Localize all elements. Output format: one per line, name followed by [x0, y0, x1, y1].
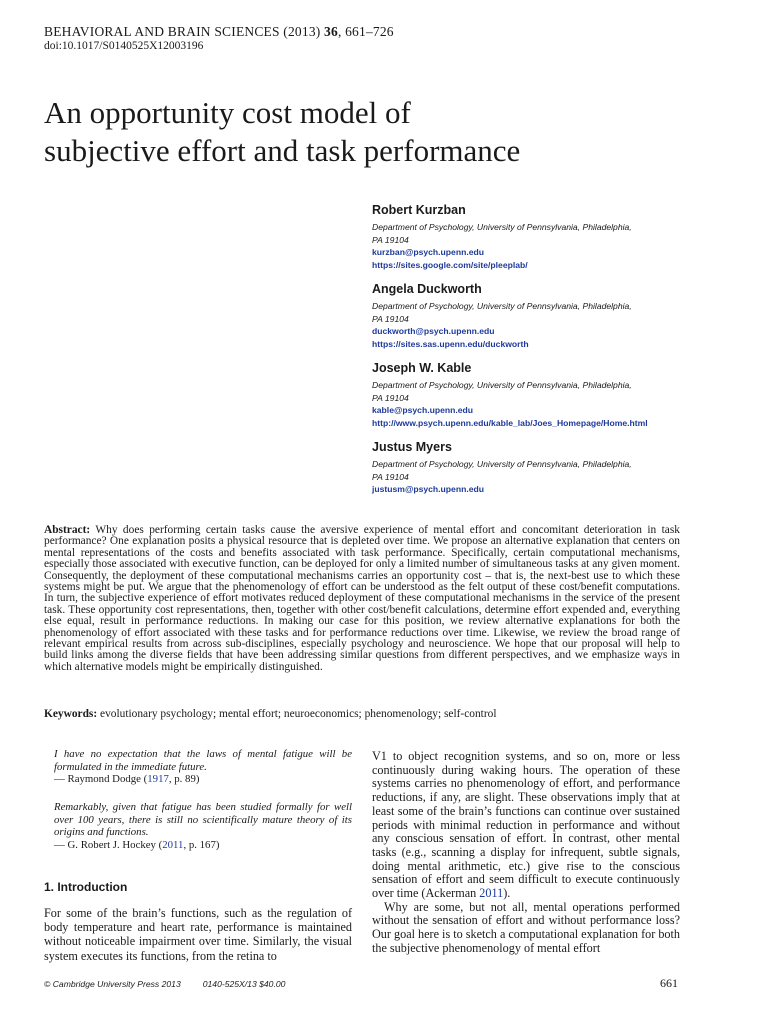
paragraph-text: V1 to object recognition systems, and so on, more or less continuously during waking hours. The operation of these systems carries no phenomenology of effort, and performance reductions, if any, are slight. These observations imply that at least some of the brain’s functions can continue over sustained periods with minimal reduction in performance and without any conscious sensation of effort. In contrast, other mental tasks (e.g., scanning a display for infrequent, subtle signals, doing mental arithmetic, etc.) give rise to the conscious sensation of effort and seem difficult to execute continuously over time (Ackerman [372, 749, 680, 901]
epigraph-quote: I have no expectation that the laws of mental fatigue will be formulated in the immediate future. [54, 748, 352, 773]
keywords-text: evolutionary psychology; mental effort; neuroeconomics; phenomenology; self-control [100, 708, 497, 720]
paragraph [372, 750, 680, 901]
journal-name: BEHAVIORAL AND BRAIN SCIENCES (2013) [44, 24, 325, 39]
epigraph-page: , p. 167) [183, 838, 220, 851]
author-affiliation: Department of Psychology, University of Pennsylvania, Philadelphia, [372, 301, 632, 311]
body-text-left: For some of the brain’s functions, such as the regulation of body temperature and heart rate, performance is maintained without noticeable impairment over time. Similarly, the visual system executes its functions, from the retina to [44, 906, 352, 963]
body-text-right [372, 750, 680, 956]
abstract-text: Why does performing certain tasks cause the aversive experience of mental effort and concomitant deterioration in task performance? One explanation posits a physical resource that is depleted over time. We propose an alternative explanation that centers on mental representations of the costs and benefits associated with task performance. Specifically, certain computational mechanisms, especially those associated with executive function, can be deployed for only a limited number of simultaneous tasks at any given moment. Consequently, the deployment of these computational mechanisms carries an opportunity cost – that is, the next-best use to which these systems might be put. We argue that the phenomenology of effort can be understood as the felt output of these cost/benefit computations. In turn, the subjective experience of effort motivates reduced deployment of these computational mechanisms in the service of the present task. These opportunity cost representations, then, together with other cost/benefit calculations, determine effort expended and, everything else equal, result in performance reductions. In making our case for this position, we review alternative explanations for both the phenomenology of effort associated with these tasks and for performance reductions over time. Likewise, we review the broad range of relevant empirical results from across sub-disciplines, especially psychology and neuroscience. We hope that our proposal will help to build links among the diverse fields that have been addressing similar questions from different perspectives, and we emphasize ways in which alternative models might be empirically distinguished. [44, 524, 680, 673]
footer [44, 979, 307, 989]
author-name: Angela Duckworth [372, 282, 482, 296]
author-email-link[interactable]: justusm@psych.upenn.edu [372, 484, 484, 494]
epigraph-author: — G. Robert J. Hockey ( [54, 838, 163, 851]
author-website-link[interactable]: https://sites.sas.upenn.edu/duckworth [372, 339, 529, 349]
epigraph [54, 748, 352, 786]
citation-link[interactable]: 2011 [479, 886, 504, 901]
paragraph-text: ). [503, 886, 511, 901]
author-website-link[interactable]: http://www.psych.upenn.edu/kable_lab/Joes_Homepage/Home.html [372, 418, 648, 428]
epigraph-page: , p. 89) [168, 773, 200, 785]
author-name: Justus Myers [372, 440, 452, 454]
page-number: 661 [660, 976, 678, 990]
author-affiliation-zip: PA 19104 [372, 234, 409, 245]
author-entry [372, 439, 752, 496]
journal-header [44, 24, 394, 40]
citation-link[interactable]: 2011 [162, 838, 184, 851]
title-line-2: subjective effort and task performance [44, 133, 521, 168]
author-affiliation: Department of Psychology, University of Pennsylvania, Philadelphia, [372, 222, 632, 232]
keywords-label: Keywords: [44, 708, 98, 720]
keywords [44, 708, 680, 720]
title-line-1: An opportunity cost model of [44, 95, 411, 130]
author-name: Joseph W. Kable [372, 361, 472, 375]
author-affiliation-zip: PA 19104 [372, 471, 409, 482]
author-entry [372, 281, 752, 351]
author-entry [372, 360, 752, 430]
doi: doi:10.1017/S0140525X12003196 [44, 40, 204, 52]
author-name: Robert Kurzban [372, 203, 466, 217]
citation-link[interactable]: 1917 [147, 773, 169, 785]
section-heading: 1. Introduction [44, 880, 128, 894]
paragraph: Why are some, but not all, mental operations performed without the sensation of effort and without performance loss? Our goal here is to sketch a computational explanation for both the subjective phenomenology of mental effort [372, 899, 680, 955]
epigraph-author: — Raymond Dodge ( [54, 773, 148, 785]
author-affiliation: Department of Psychology, University of Pennsylvania, Philadelphia, [372, 459, 632, 469]
author-block [372, 202, 752, 505]
journal-pages: , 661–726 [337, 24, 394, 39]
author-email-link[interactable]: duckworth@psych.upenn.edu [372, 326, 495, 336]
epigraph-quote: Remarkably, given that fatigue has been studied formally for well over 100 years, there is still no scientifically mature theory of its origins and functions. [54, 801, 352, 838]
author-affiliation-zip: PA 19104 [372, 313, 409, 324]
abstract-label: Abstract: [44, 524, 91, 536]
journal-volume: 36 [324, 24, 338, 39]
author-entry [372, 202, 752, 272]
author-affiliation: Department of Psychology, University of Pennsylvania, Philadelphia, [372, 380, 632, 390]
abstract [44, 525, 680, 673]
epigraph-source [54, 839, 352, 852]
author-email-link[interactable]: kurzban@psych.upenn.edu [372, 247, 484, 257]
author-affiliation-zip: PA 19104 [372, 392, 409, 403]
copyright: © Cambridge University Press 2013 [44, 979, 181, 989]
epigraph-source [54, 773, 352, 786]
epigraph [54, 801, 352, 851]
paper-title [44, 94, 604, 170]
author-website-link[interactable]: https://sites.google.com/site/pleeplab/ [372, 260, 528, 270]
author-email-link[interactable]: kable@psych.upenn.edu [372, 405, 474, 415]
issn-price: 0140-525X/13 $40.00 [202, 979, 286, 989]
